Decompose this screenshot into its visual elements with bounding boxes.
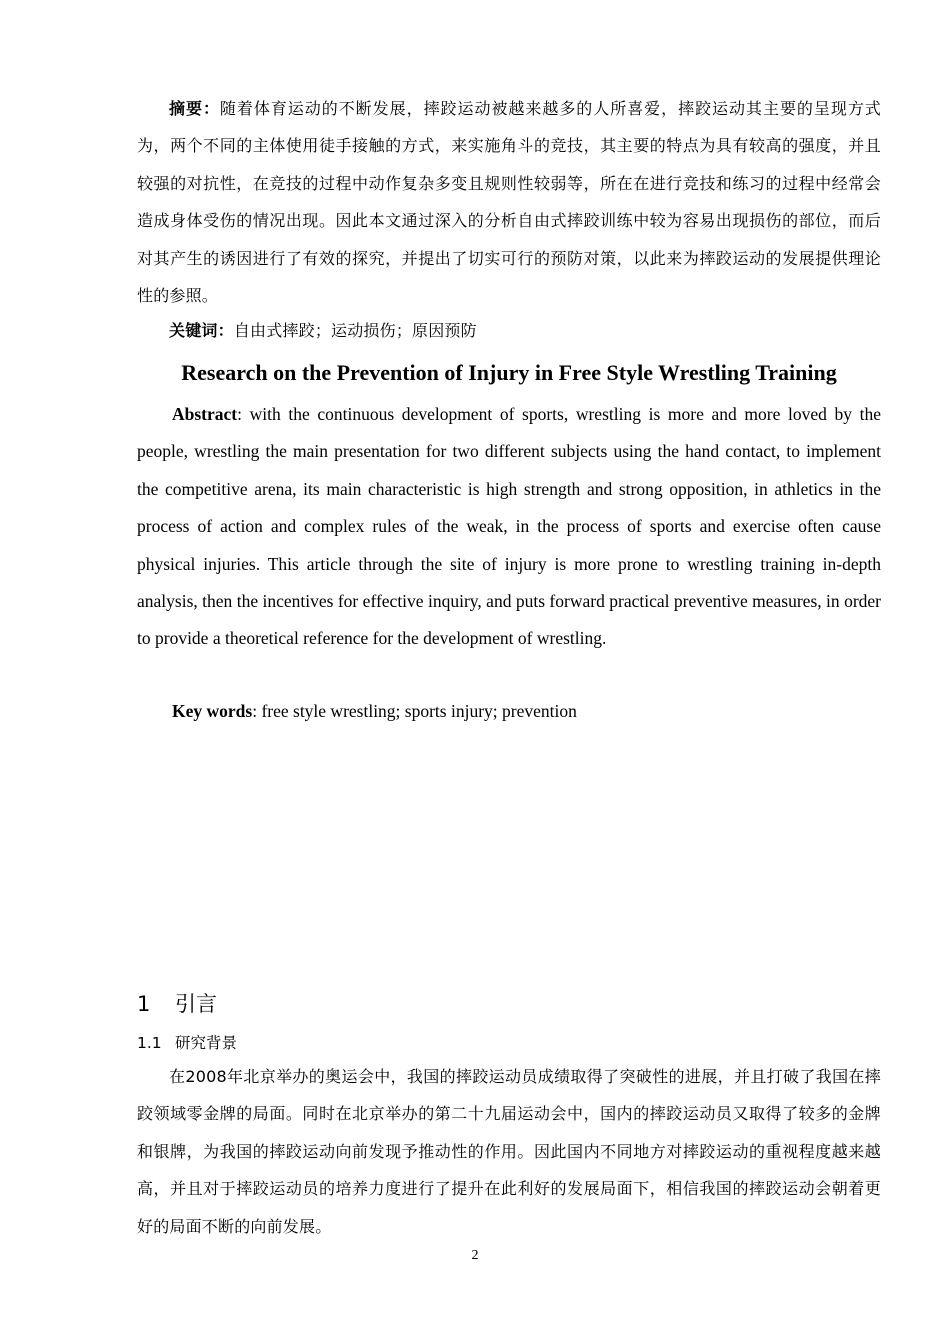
section-heading-1 — [137, 988, 217, 1018]
abstract-zh-text: 随着体育运动的不断发展，摔跤运动被越来越多的人所喜爱，摔跤运动其主要的呈现方式为，两个不同的主体使用徒手接触的方式，来实施角斗的竞技，其主要的特点为具有较高的强度，并且较强的对抗性，在竞技的过程中动作复杂多变且规则性较弱等，所在在进行竞技和练习的过程中经常会造成身体受伤的情况出现。因此本文通过深入的分析自由式摔跤训练中较为容易出现损伤的部位，而后对其产生的诱因进行了有效的探究，并提出了切实可行的预防对策，以此来为摔跤运动的发展提供理论性的参照。 — [137, 99, 881, 306]
keywords-en-label: Key words — [172, 701, 253, 721]
abstract-zh-label: 摘要： — [169, 99, 220, 118]
abstract-zh — [137, 90, 881, 314]
section-1-title: 引言 — [175, 992, 217, 1016]
keywords-en — [137, 693, 881, 730]
abstract-en-label: Abstract — [172, 404, 238, 424]
keywords-zh-label: 关键词： — [169, 321, 234, 340]
section-1-1-paragraph: 在2008年北京举办的奥运会中，我国的摔跤运动员成绩取得了突破性的进展，并且打破了我国在摔跤领域零金牌的局面。同时在北京举办的第二十九届运动会中，国内的摔跤运动员又取得了较多的金牌和银牌，为我国的摔跤运动向前发现予推动性的作用。因此国内不同地方对摔跤运动的重视程度越来越高，并且对于摔跤运动员的培养力度进行了提升在此利好的发展局面下，相信我国的摔跤运动会朝着更好的局面不断的向前发展。 — [137, 1067, 881, 1236]
page-number: 2 — [471, 1248, 479, 1263]
section-1-1-title: 研究背景 — [175, 1034, 238, 1052]
keywords-en-text: : free style wrestling; sports injury; prevention — [252, 701, 577, 721]
section-heading-1-1 — [137, 1031, 237, 1053]
abstract-en — [137, 396, 881, 658]
english-title: Research on the Prevention of Injury in Free Style Wrestling Training — [181, 360, 837, 385]
abstract-en-text: : with the continuous development of sports, wrestling is more and more loved by the people, wrestling the main presentation for two different subjects using the hand contact, to implement the competitive arena, its main characteristic is high strength and strong opposition, in athletics in the process of action and complex rules of the weak, in the process of sports and exercise often cause physical injuries. This article through the site of injury is more prone to wrestling training in-depth analysis, then the incentives for effective inquiry, and puts forward practical preventive measures, in order to provide a theoretical reference for the development of wrestling. — [137, 404, 881, 649]
section-1-1-number: 1.1 — [137, 1034, 162, 1052]
keywords-zh-text: 自由式摔跤；运动损伤；原因预防 — [233, 321, 477, 340]
section-1-number: 1 — [137, 992, 151, 1016]
keywords-zh — [137, 312, 881, 349]
